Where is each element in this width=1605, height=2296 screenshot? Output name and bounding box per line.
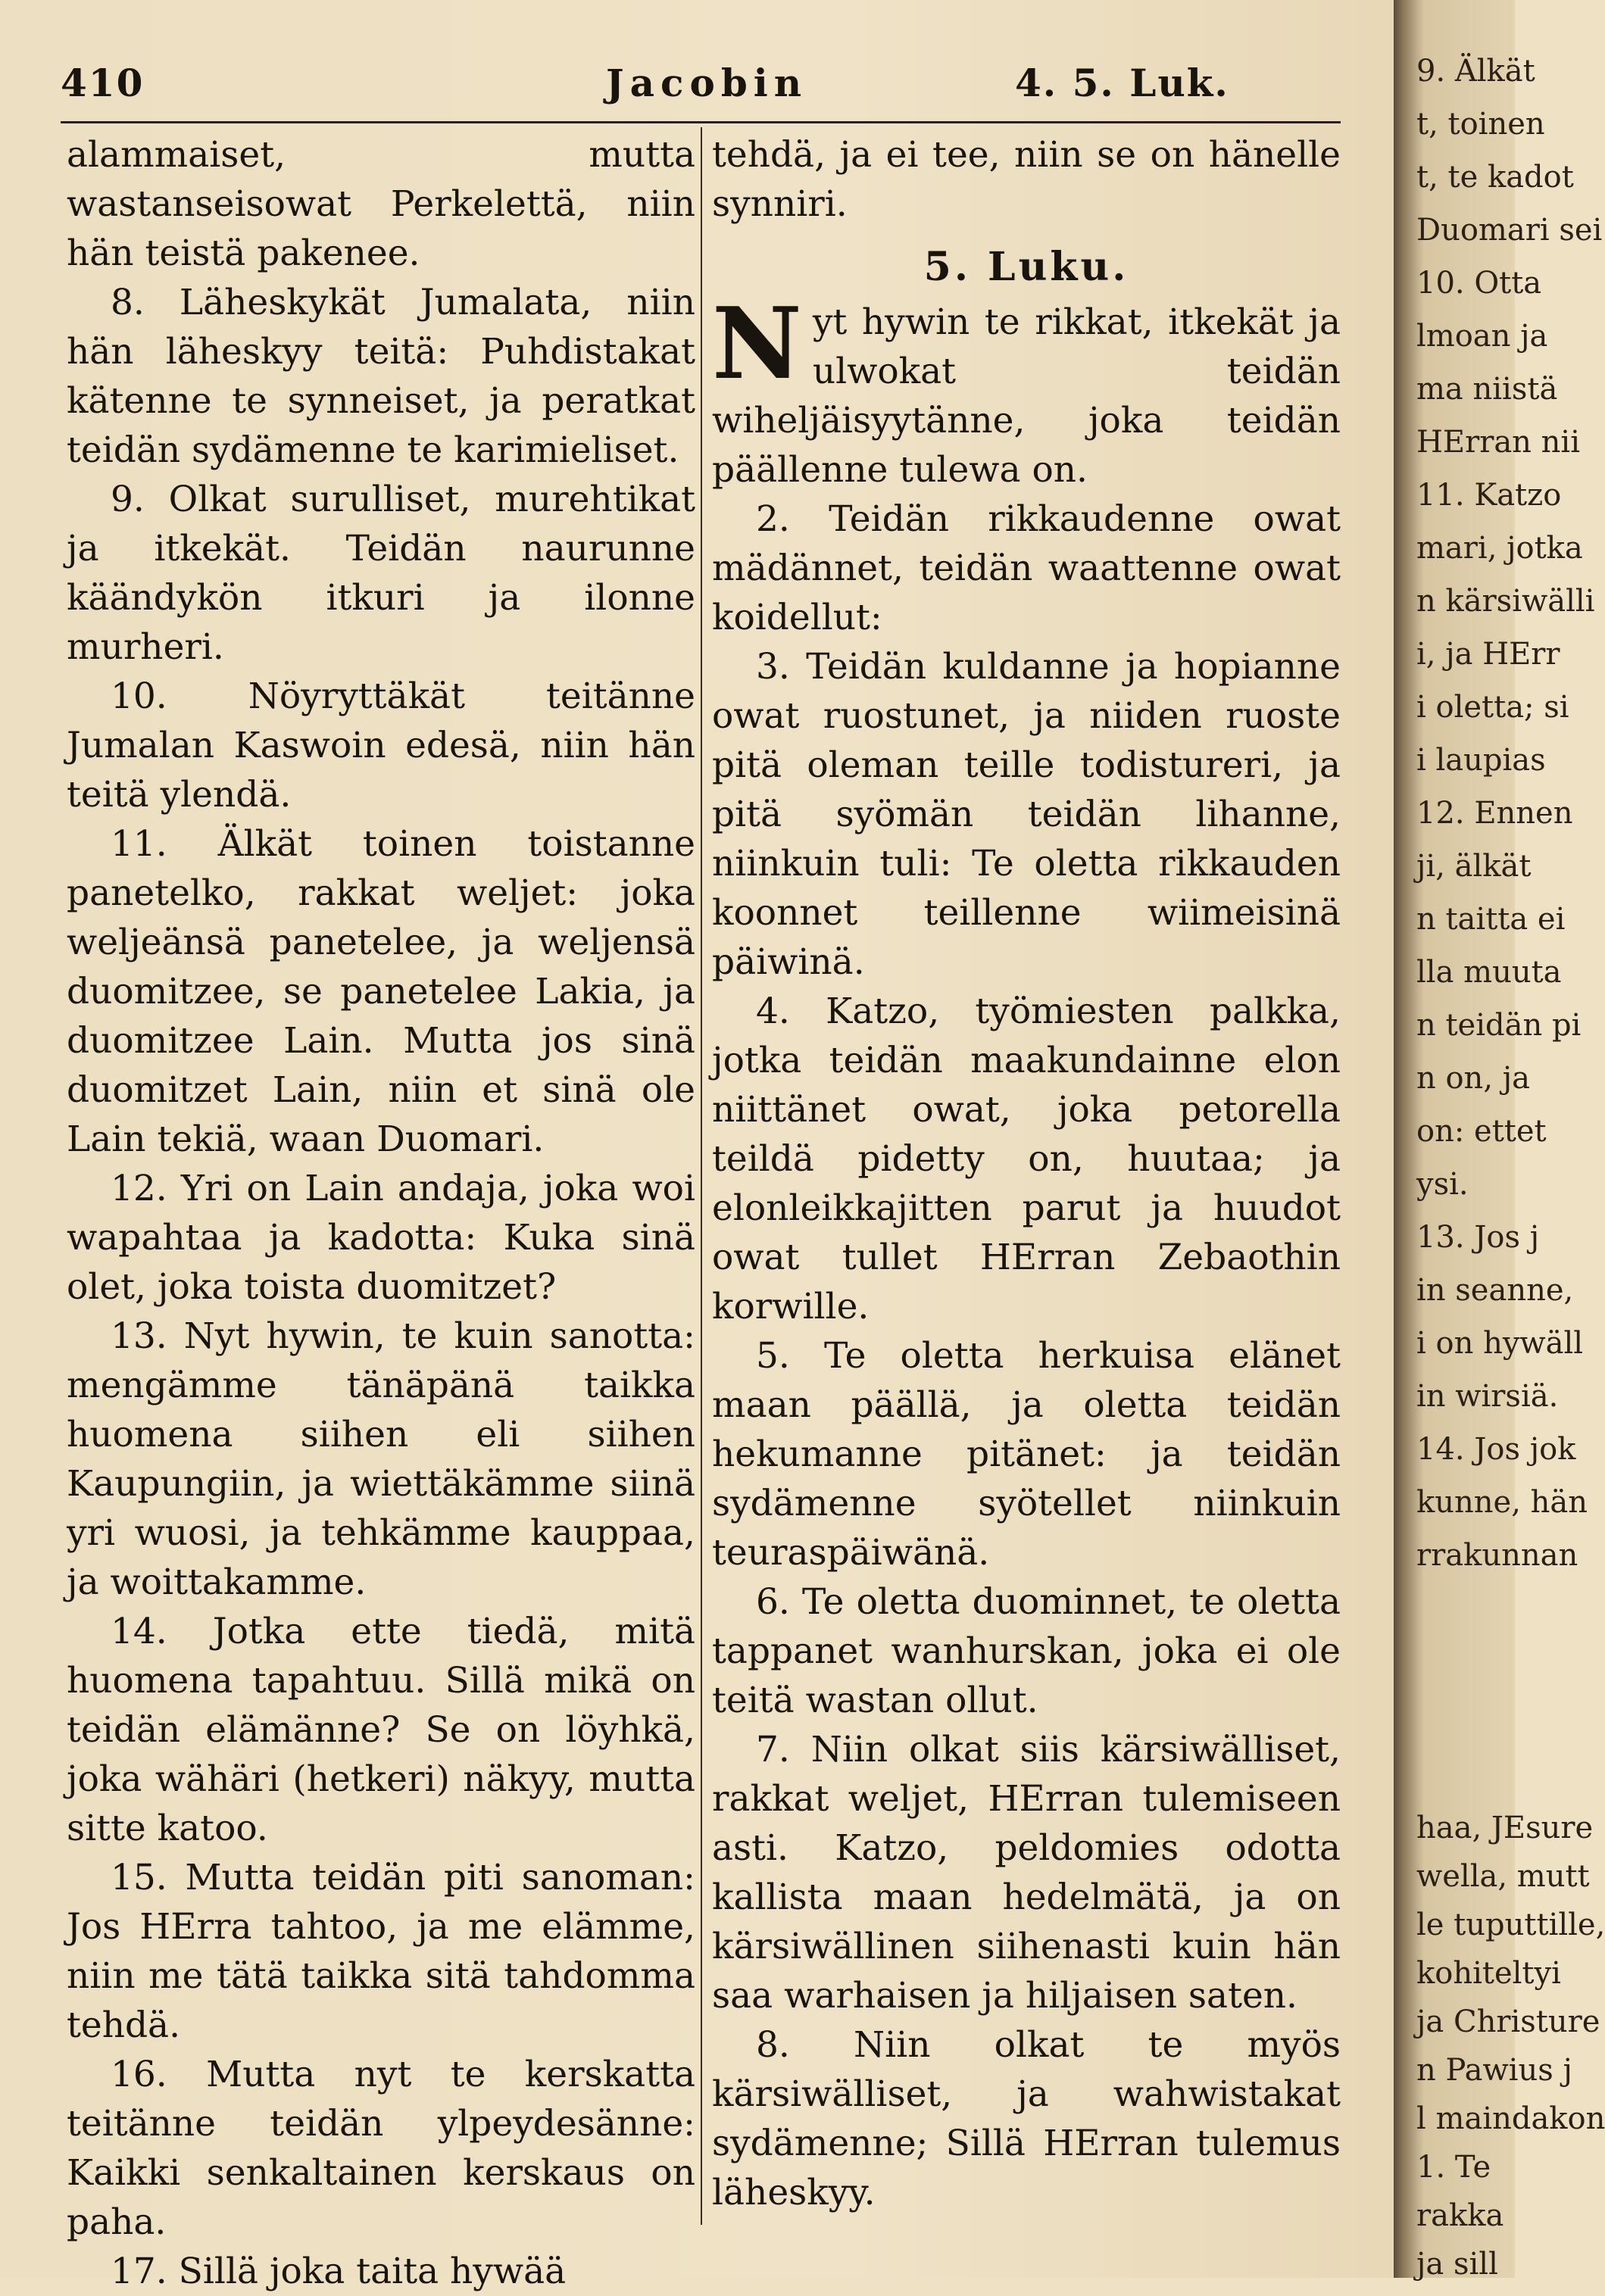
adjacent-page-fragment: wella, mutt — [1416, 1859, 1590, 1894]
column-divider — [701, 127, 702, 2225]
verse-paragraph: 3. Teidän kuldanne ja hopianne owat ruostunet, ja niiden ruoste pitä oleman teille todistureri, ja pitä syömän teidän lihanne, niinkuin tuli: Te oletta rikkauden koonnet teillenne wiimeisinä päiwinä. — [712, 646, 1341, 983]
adjacent-page-fragment: 14. Jos jok — [1416, 1432, 1576, 1467]
right-verses — [712, 494, 1341, 2217]
adjacent-page-fragment: n on, ja — [1416, 1061, 1530, 1096]
verse-paragraph: alammaiset, mutta wastanseisowat Perkelettä, niin hän teistä pakenee. — [67, 134, 695, 274]
verse-paragraph: 14. Jotka ette tiedä, mitä huomena tapahtuu. Sillä mikä on teidän elämänne? Se on löyhkä, joka wähäri (hetkeri) näkyy, mutta sitte katoo. — [67, 1611, 695, 1849]
adjacent-page-fragment: t, te kadot — [1416, 160, 1574, 195]
adjacent-page-fragment: 11. Katzo — [1416, 478, 1562, 513]
adjacent-page-fragment: ja sill — [1416, 2247, 1498, 2282]
adjacent-page-fragment: rrakunnan — [1416, 1538, 1578, 1573]
verse-paragraph: 13. Nyt hywin, te kuin sanotta: mengämme tänäpänä taikka huomena siihen eli siihen Kaupungiin, ja wiettäkämme siinä yri wuosi, ja tehkämme kauppaa, ja woittakamme. — [67, 1315, 695, 1603]
adjacent-page-fragment: kunne, hän — [1416, 1485, 1588, 1520]
adjacent-page-fragment: lla muuta — [1416, 955, 1562, 990]
chapter-heading: 5. Luku. — [923, 244, 1129, 290]
verse-1-text: yt hywin te rikkat, itkekät ja ulwokat teidän wiheljäisyytänne, joka teidän päällenne tulewa on. — [712, 301, 1341, 491]
header-rule — [61, 121, 1341, 123]
verse-paragraph: 8. Läheskykät Jumalata, niin hän läheskyy teitä: Puhdistakat kätenne te synneiset, ja peratkat teidän sydämenne te karimieliset. — [67, 282, 695, 471]
verse-paragraph: 12. Yri on Lain andaja, joka woi wapahtaa ja kadotta: Kuka sinä olet, joka toista duomitzet? — [67, 1168, 695, 1308]
adjacent-page-fragment: HErran nii — [1416, 425, 1580, 460]
adjacent-page-fragment: in wirsiä. — [1416, 1379, 1559, 1414]
left-column — [67, 130, 695, 2296]
verse-paragraph: 10. Nöyryttäkät teitänne Jumalan Kaswoin edesä, niin hän teitä ylendä. — [67, 675, 695, 816]
adjacent-page-fragment: 10. Otta — [1416, 266, 1542, 301]
adjacent-page-fragment: on: ettet — [1416, 1114, 1547, 1149]
adjacent-page-fragment: rakka — [1416, 2198, 1504, 2233]
adjacent-page-fragment: mari, jotka — [1416, 531, 1583, 566]
page-number: 410 — [61, 61, 145, 105]
right-column — [712, 130, 1341, 2217]
adjacent-page-fragment: n kärsiwälli — [1416, 584, 1595, 619]
adjacent-page-fragment: i, ja HErr — [1416, 637, 1560, 672]
adjacent-page-fragment: 9. Älkät — [1416, 54, 1535, 89]
adjacent-page-fragment: l maindakon — [1416, 2101, 1605, 2136]
verse-paragraph: 15. Mutta teidän piti sanoman: Jos HErra tahtoo, ja me elämme, niin me tätä taikka sitä tahdomma tehdä. — [67, 1857, 695, 2046]
drop-cap: N — [712, 285, 802, 401]
adjacent-page-edge — [1394, 0, 1605, 2282]
adjacent-page-fragment: i laupias — [1416, 743, 1546, 778]
verse-paragraph: 7. Niin olkat siis kärsiwälliset, rakkat weljet, HErran tulemiseen asti. Katzo, peldomies odotta kallista maan hedelmätä, ja on kärsiwällinen siihenasti kuin hän saa warhaisen ja hiljaisen saten. — [712, 1729, 1341, 2017]
adjacent-page-fragment: lmoan ja — [1416, 319, 1548, 354]
adjacent-page-fragment: n taitta ei — [1416, 902, 1566, 937]
adjacent-page-fragment: haa, JEsure — [1416, 1811, 1594, 1845]
adjacent-page-fragment: ysi. — [1416, 1167, 1469, 1202]
verse-paragraph: 6. Te oletta duominnet, te oletta tappanet wanhurskan, joka ei ole teitä wastan ollut. — [712, 1581, 1341, 1721]
adjacent-page-fragment: ma niistä — [1416, 372, 1558, 407]
verse-paragraph: 17. Sillä joka taita hywää — [111, 2251, 567, 2292]
verse-1 — [712, 285, 1341, 494]
verse-paragraph: 4. Katzo, työmiesten palkka, jotka teidän maakundainne elon niittänet owat, joka petorella teildä pidetty on, huutaa; ja elonleikkajitten parut ja huudot owat tullet HErran Zebaothin korwille. — [712, 990, 1341, 1327]
verse-paragraph: 5. Te oletta herkuisa elänet maan päällä, ja oletta teidän hekumanne pitänet: ja teidän sydämenne syötellet niinkuin teuraspäiwänä. — [712, 1335, 1341, 1574]
adjacent-page-fragment: 1. Te — [1416, 2150, 1491, 2185]
adjacent-page-fragment: in seanne, — [1416, 1273, 1574, 1308]
adjacent-page-fragment: 12. Ennen — [1416, 796, 1573, 831]
verse-paragraph: 16. Mutta nyt te kerskatta teitänne teidän ylpeydesänne: Kaikki senkaltainen kerskaus on paha. — [67, 2054, 695, 2243]
adjacent-page-fragment: i on hywäll — [1416, 1326, 1584, 1361]
adjacent-page-fragment: ji, älkät — [1416, 849, 1532, 884]
adjacent-page-fragment: le tuputtille, — [1416, 1908, 1605, 1942]
adjacent-page-fragment: ja Christure — [1416, 2004, 1600, 2039]
chapter-reference: 4. 5. Luk. — [1015, 61, 1229, 105]
verse-paragraph: 8. Niin olkat te myös kärsiwälliset, ja wahwistakat sydämenne; Sillä HErran tulemus läheskyy. — [712, 2024, 1341, 2213]
adjacent-page-fragment: 13. Jos j — [1416, 1220, 1540, 1255]
adjacent-page-fragment: n Pawius j — [1416, 2053, 1572, 2088]
adjacent-page-fragment: t, toinen — [1416, 107, 1545, 142]
verse-paragraph: 2. Teidän rikkaudenne owat mädännet, teidän waattenne owat koidellut: — [712, 498, 1341, 638]
verse-continuation: tehdä, ja ei tee, niin se on hänelle synniri. — [712, 134, 1341, 225]
verse-paragraph: 11. Älkät toinen toistanne panetelko, rakkat weljet: joka weljeänsä panetelee, ja weljensä duomitzee, se panetelee Lakia, ja duomitzee Lain. Mutta jos sinä duomitzet Lain, niin et sinä ole Lain tekiä, waan Duomari. — [67, 823, 695, 1160]
adjacent-page-fragment: kohiteltyi — [1416, 1956, 1561, 1991]
adjacent-page-fragment: i oletta; si — [1416, 690, 1569, 725]
verse-paragraph: 9. Olkat surulliset, murehtikat ja itkekät. Teidän naurunne käändykön itkuri ja ilonne murheri. — [67, 479, 695, 668]
book-title: Jacobin — [606, 61, 808, 105]
adjacent-page-fragment: Duomari sei — [1416, 213, 1603, 248]
adjacent-page-fragment: n teidän pi — [1416, 1008, 1582, 1043]
running-header — [61, 53, 1341, 114]
